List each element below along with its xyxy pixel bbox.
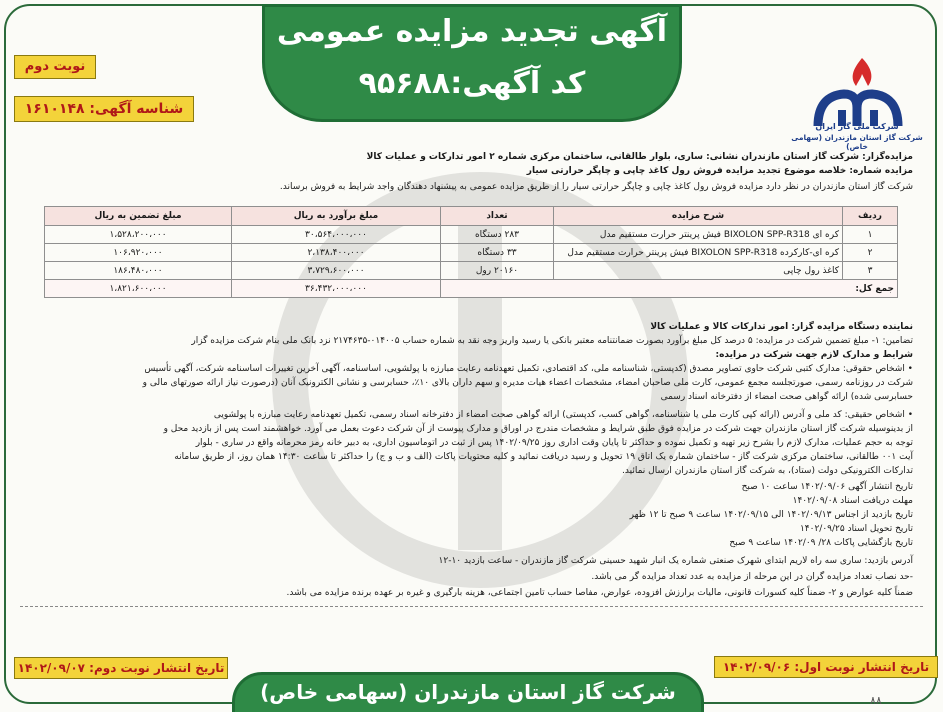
cell-guarantee: ۱۸۶،۴۸۰،۰۰۰ [45, 262, 232, 280]
fees-note: ضمناً کلیه عوارض و ۲- ضمناً کلیه کسورات قانونی، مالیات برارزش افزوده، عوارض، مفاصا حساب تامین اجتماعی، هزینه بارگیری و غیره بر عهده برنده مزایده می باشد. [286, 588, 913, 598]
cell-estimate: ۳۰،۵۶۴،۰۰۰،۰۰۰ [232, 226, 441, 244]
invitation-line-2: توجه به حجم عملیات، مدارک لازم را بشرح زیر تهیه و تکمیل نموده و حداکثر تا پایان وقت اداری روز ۱۴۰۲/۰۹/۲۵ پس از ثبت در اتوماسیون اداری، به دبیر خانه رمز محرمانه واقع در ساری - بلوار [195, 438, 913, 448]
natural-persons-line: • اشخاص حقیقی: کد ملی و آدرس (ارائه کپی کارت ملی یا شناسنامه، گواهی کسب، کدپستی) ارائه گواهی صحت امضاء از دفترخانه اسناد رسمی، تکمیل تعهدنامه رعایت مبارزه با پولشویی [213, 410, 913, 420]
ad-code: کد آگهی:۹۵۶۸۸ [358, 66, 586, 101]
cell-guarantee: ۱،۵۲۸،۲۰۰،۰۰۰ [45, 226, 232, 244]
table-total-row [45, 280, 898, 298]
schedule-document-deadline: مهلت دریافت اسناد ۱۴۰۲/۰۹/۰۸ [792, 496, 913, 506]
auction-items-table [44, 206, 898, 298]
col-header-guarantee: مبلغ تضمین به ریال [45, 207, 232, 226]
cell-quantity: ۲۸۳ دستگاه [441, 226, 554, 244]
intro-description: شرکت گاز استان مازندران در نظر دارد مزایده فروش رول کاغذ چاپی و چاپگر حرارتی سیار را از طریق مزایده عمومی به پیشنهاد دهندگان واجد شرایط به فروش برساند. [279, 182, 913, 192]
schedule-inspection: تاریخ بازدید از اجناس ۱۴۰۲/۰۹/۱۳ الی ۱۴۰۲/۰۹/۱۵ ساعت ۹ صبح تا ۱۲ ظهر [629, 510, 913, 520]
cell-description: کاغذ رول چاپی [554, 262, 843, 280]
company-name: شرکت گاز استان مازندران (سهامی خاص) [260, 680, 676, 704]
cell-estimate: ۲،۱۳۸،۴۰۰،۰۰۰ [232, 244, 441, 262]
conditions-title: شرایط و مدارک لازم جهت شرکت در مزایده: [715, 350, 913, 360]
cell-description: کره ای-کارکرده BIXOLON SPP-R318 فیش پرینتر حرارت مستقیم مدل [554, 244, 843, 262]
first-publication-date: تاریخ انتشار نوبت اول: ۱۴۰۲/۰۹/۰۶ [714, 656, 938, 678]
schedule-opening: تاریخ بازگشایی پاکات ۲۸/ ۱۴۰۲/۰۹ ساعت ۹ صبح [729, 538, 913, 548]
second-publication-date: تاریخ انتشار نوبت دوم: ۱۴۰۲/۰۹/۰۷ [14, 657, 228, 679]
legal-entities-line-3: حسابرسی شده) ارائه گواهی صحت امضاء از دفترخانه اسناد رسمی [660, 392, 913, 402]
cell-quantity: ۳۳ دستگاه [441, 244, 554, 262]
total-estimate: ۳۶،۴۳۲،۰۰۰،۰۰۰ [232, 280, 441, 298]
auction-number-line: مزایده شماره: خلاصه موضوع تجدید مزایده فروش رول کاغذ چاپی و چاپگر حرارتی سیار [526, 166, 913, 176]
schedule-delivery: تاریخ تحویل اسناد ۱۴۰۲/۰۹/۲۵ [799, 524, 913, 534]
inspection-address: آدرس بازدید: ساری سه راه لاریم ابتدای شهرک صنعتی شماره یک انبار شهید حسینی شرکت گاز مازندران - ساعت بازدید ۱۰-۱۲ [438, 556, 913, 566]
guarantee-line: تضامین: ۱- مبلغ تضمین شرکت در مزایده: ۵ درصد کل مبلغ برآورد بصورت ضمانتنامه معتبر بانکی یا رسید واریز وجه نقد به شماره حساب ۰۱۴۰۰۵-۲۱۷۴۶۳۵ نزد بانک ملی بنام شرکت مزایده گزار [191, 336, 913, 346]
col-header-estimate: مبلغ برآورد به ریال [232, 207, 441, 226]
legal-entities-line-2: شرکت در روزنامه رسمی، صورتجلسه مجمع عمومی، کارت ملی صاحبان امضاء، مشخصات اعضاء هیات مدیره و سهم داران بالای ۱۰٪، حسابرسی و نشانی الکترونیک آنان (درصورت نیاز ارائه صورتهای مالی و [142, 378, 913, 388]
page-number: ۸۸ [870, 694, 882, 707]
invitation-line-4: تدارکات الکترونیکی دولت (ستاد)، به شرکت گاز استان مازندران ارسال نمائید. [622, 466, 913, 476]
logo-line-2: شرکت گاز استان مازندران (سهامی خاص) [791, 133, 923, 151]
notice-id-badge: شناسه آگهی: ۱۶۱۰۱۴۸ [14, 96, 194, 122]
representative-line: نماینده دستگاه مزایده گزار: امور تدارکات کالا و عملیات کالا [650, 322, 913, 332]
quorum-note: -حد نصاب تعداد مزایده گران در این مرحله از مزایده به عدد تعداد مزایده گر می باشد. [591, 572, 913, 582]
table-header-row [45, 207, 898, 226]
col-header-quantity: تعداد [441, 207, 554, 226]
legal-entities-line-1: • اشخاص حقوقی: مدارک کتبی شرکت حاوی تصاویر مصدق (کدپستی، شناسنامه ملی، کد اقتصادی، تکمیل تعهدنامه رعایت مبارزه با پولشویی، اساسنامه، آگهی آخرین تغییرات اساسنامه شرکت، آگهی تأسیس [144, 364, 913, 374]
total-guarantee: ۱،۸۲۱،۶۰۰،۰۰۰ [45, 280, 232, 298]
cell-description: کره ای BIXOLON SPP-R318 فیش پرینتر حرارت مستقیم مدل [554, 226, 843, 244]
bidder-line: مزایده‌گزار: شرکت گاز استان مازندران نشانی: ساری، بلوار طالقانی، ساختمان مرکزی شماره ۲ امور تدارکات و عملیات کالا [366, 152, 913, 162]
total-label: جمع کل: [441, 280, 898, 298]
table-row [45, 244, 898, 262]
cell-row-number: ۳ [843, 262, 898, 280]
cell-estimate: ۳،۷۲۹،۶۰۰،۰۰۰ [232, 262, 441, 280]
round-badge: نوبت دوم [14, 55, 96, 79]
ad-title: آگهی تجدید مزایده عمومی [276, 14, 668, 49]
logo-line-1: شرکت ملی گاز ایران [815, 122, 899, 131]
cell-row-number: ۱ [843, 226, 898, 244]
cell-row-number: ۲ [843, 244, 898, 262]
table-row [45, 226, 898, 244]
table-row [45, 262, 898, 280]
cell-guarantee: ۱۰۶،۹۲۰،۰۰۰ [45, 244, 232, 262]
invitation-line-3: آیت ۰۰۱ طالقانی، ساختمان مرکزی شرکت گاز - ساختمان شماره یک اتاق ۱۹ تحویل و رسید دریافت نمائید و کلیه محتویات پاکات (الف و ب و ج) را حداکثر تا ساعت ۱۴:۳۰ همان روز، از طریق سامانه [174, 452, 913, 462]
col-header-row: ردیف [843, 207, 898, 226]
footer-divider [20, 606, 923, 607]
cell-quantity: ۲۰۱۶۰ رول [441, 262, 554, 280]
schedule-publication: تاریخ انتشار آگهی ۱۴۰۲/۰۹/۰۶ ساعت ۱۰ صبح [741, 482, 913, 492]
invitation-line-1: از بدینوسیله شرکت گاز استان مازندران جهت شرکت در مزایده فوق طبق شرایط و مشخصات مندرج در اوراق و مدارک پیوست از آن شرکت دعوت بعمل می آورد. خواهشمند است پس از بازدید محل و [163, 424, 913, 434]
col-header-description: شرح مزایده [554, 207, 843, 226]
